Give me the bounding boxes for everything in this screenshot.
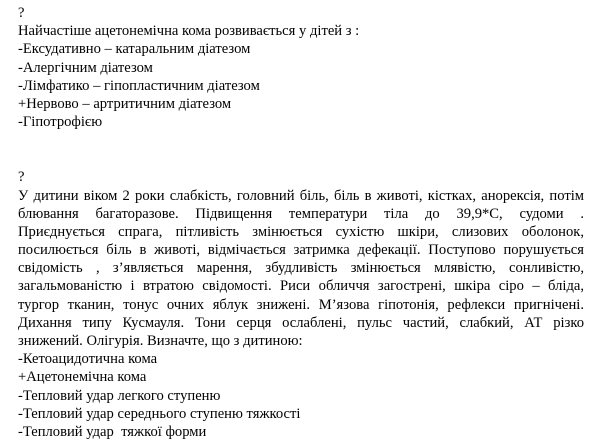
question-text-line: загальмованістю і втратою свідомості. Риси обличчя загострені, шкіра сіро – бліда, [18, 278, 584, 295]
question-block-2 [18, 168, 584, 441]
answer-option-correct: +Нервово – артритичним діатезом [18, 95, 232, 112]
question-text [18, 187, 584, 351]
question-text-line: знижений. Олігурія. Визначте, що з дитиною: [18, 333, 303, 349]
question-marker: ? [18, 169, 25, 186]
answer-option: -Гіпотрофією [18, 114, 103, 131]
question-text-line: посилюється біль в животі, відмічається затримка дефекації. Поступово порушується [18, 242, 584, 259]
answer-option: -Лімфатико – гіпопластичним діатезом [18, 77, 260, 94]
answer-option: -Алергічним діатезом [18, 59, 153, 76]
question-text-line: тургор тканин, тонус очних яблук знижені. М’язова гіпотонія, рефлекси пригнічені. [18, 296, 584, 313]
question-text-line: блювання багаторазове. Підвищення температури тіла до 39,9*С, судоми . [18, 205, 584, 222]
answer-option: -Ексудативно – катаральним діатезом [18, 41, 251, 58]
answer-option: -Тепловий удар тяжкої форми [18, 423, 207, 440]
document-page [18, 4, 584, 441]
question-block-1 [18, 4, 584, 131]
question-text-line: Дихання типу Кусмауля. Тони серця ослаблені, пульс частий, слабкий, АТ різко [18, 314, 584, 331]
question-text-line: Приєднується спрага, пітливість змінюється сухістю шкіри, слизових оболонок, [18, 223, 584, 240]
question-text: Найчастіше ацетонемічна кома розвивається у дітей з : [18, 23, 360, 40]
question-text-line: свідомість , з’являється марення, збудливість змінюється млявістю, сонливістю, [18, 260, 584, 277]
answer-option-correct: +Ацетонемічна кома [18, 369, 147, 386]
answer-option: -Тепловий удар середнього ступеню тяжкості [18, 405, 301, 422]
answer-option: -Тепловий удар легкого ступеню [18, 387, 221, 404]
answer-option: -Кетоацидотична кома [18, 351, 158, 368]
question-text-line: У дитини віком 2 роки слабкість, головний біль, біль в животі, кістках, анорексія, потім [18, 187, 584, 204]
question-marker: ? [18, 5, 25, 21]
